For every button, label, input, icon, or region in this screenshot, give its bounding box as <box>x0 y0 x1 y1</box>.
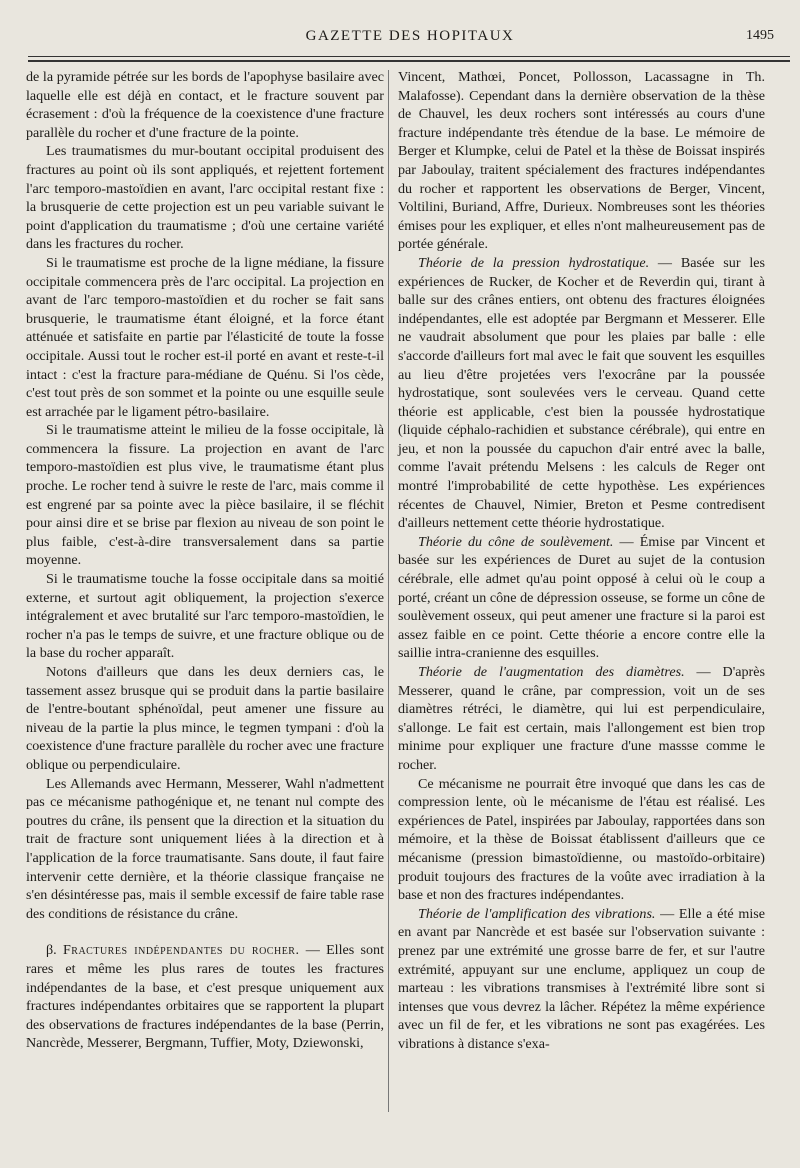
theory-text: — D'après Messerer, quand le crâne, par compression, voit un de ses diamètres rétréci, le diamètre, qui lui est perpendiculaire, s'allonge. Le fait est certain, mais l'allongement est bien trop minime pour expliquer une fracture d'une massse comme le rocher. <box>398 664 765 773</box>
theory-title: Théorie de l'amplification des vibrations. <box>418 905 656 922</box>
paragraph: Les Allemands avec Hermann, Messerer, Wahl n'admettent pas ce mécanisme pathogénique et, ne tenant nul compte des poutres du crâne, ils pensent que la direction et la situation du trait de fracture sont uniquement liées à la direction et à l'application de la force traumatisante. Sans doute, il faut faire intervenir cette dernière, et la théorie classique française ne s'en désintéresse pas, mais il semble excessif de faire table rase des conditions de résistance du crâne. <box>26 775 384 922</box>
section-text: — Elles sont rares et même les plus rares de toutes les fractures indépendantes de la base, et c'est presque uniquement aux fractures indépendantes orbitaires que se rapportent la plupart des observations de fractures indépendantes de la base (Perrin, Nancrède, Messerer, Bergmann, Tuffier, Moty, Dziewonski, <box>26 942 384 1052</box>
left-column <box>26 68 384 1053</box>
paragraph: Si le traumatisme atteint le milieu de la fosse occipitale, là commencera la fissure. La projection en avant de l'arc temporo-mastoïdien est plus vive, le traumatisme étant plus proche. Le rocher tend à suivre le reste de l'arc, mais comme il est engrené par sa pointe avec la pièce basilaire, il se fléchit pour ainsi dire et se brise par flexion au niveau de son point le plus faible, c'est-à-dire transversalement dans sa partie moyenne. <box>26 422 384 569</box>
paragraph: Si le traumatisme touche la fosse occipitale dans sa moitié externe, et surtout agit obliquement, la projection s'exerce intégralement et avec brutalité sur l'arc temporo-mastoïdien, le rocher n'a pas le temps de suivre, et une fracture oblique ou de la base du rocher apparaît. <box>26 571 384 662</box>
paragraph: Si le traumatisme est proche de la ligne médiane, la fissure occipitale commencera près de l'arc occipital. La projection en avant de l'arc temporo-mastoïdien et du rocher se fait sans brusquerie, le traumatisme étant éloigné, et la force étant atténuée et satisfaite en partie par l'élasticité de toute la fosse occipitale. Aussi tout le rocher est-il porté en avant et reste-t-il intact : c'est la fracture para-médiane de Quénu. Si l'os cède, c'est tout près de son sommet et la pointe ou une esquille seule est arrachée par le ligament pétro-basilaire. <box>26 254 384 420</box>
theory-title: Théorie de la pression hydrostatique. <box>418 254 650 271</box>
theory-text: — Basée sur les expériences de Rucker, de Kocher et de Reverdin qui, tirant à balle sur des crânes entiers, ont obtenu des fractures éloignées indépendantes, elle est adoptée par Bergmann et Messerer. Elle ne vaudrait absolument que pour les plaies par balle : elle s'accorde d'ailleurs fort mal avec le fait que souvent les esquilles au lieu d'être projetées vers l'exocrâne par la poussée hydrostatique, sont soulevées vers le cerveau. Quand cette théorie est applicable, c'est bien la poussée hydrostatique (liquide céphalo-rachidien et substance cérébrale), qui entre en jeu, et non la poussée du capuchon d'air entré avec la balle, comme l'avait prétendu Melsens : les calculs de Reger ont montré l'improbabilité de cette hypothèse. Les expériences récentes de Chauvel, Nimier, Breton et Pesme contredisent d'ailleurs nettement cette théorie hydrostatique. <box>398 254 765 532</box>
theory-cone <box>398 533 765 663</box>
theory-hydrostatic <box>398 254 765 533</box>
theory-vibrations <box>398 905 765 1054</box>
header-rule-thin <box>28 56 790 57</box>
theory-text: — Elle a été mise en avant par Nancrède et est basée sur l'observation suivante : prenez par une extrémité une grosse barre de fer, et sur l'autre extrémité, appuyant sur une enclume, appliquez un coup de marteau : les vibrations transmises à l'extrémité libre sont si intenses que vous devrez la lâcher. Répétez la même expérience avec un fil de fer, et les vibrations ne sont pas exagérées. Les vibrations à distance s'exa- <box>398 905 765 1052</box>
section-beta <box>26 941 384 1053</box>
theory-title: Théorie de l'augmentation des diamètres. <box>418 664 685 680</box>
theory-diameters <box>398 663 765 775</box>
paragraph: Notons d'ailleurs que dans les deux derniers cas, le tassement assez brusque qui se produit dans la partie basilaire de l'entre-boutant sphénoïdal, peut amener une fissure au niveau de la partie la plus mince, le tegmen tympani : d'où la coexistence d'une fracture parallèle du rocher avec une fracture oblique ou perpendiculaire. <box>26 664 384 773</box>
journal-title: GAZETTE DES HOPITAUX <box>305 28 515 44</box>
paragraph: de la pyramide pétrée sur les bords de l'apophyse basilaire avec laquelle elle est déjà en contact, et le fracture souvent par écrasement : d'où la fréquence de la coexistence d'une fracture parallèle du rocher et d'une fracture de la pointe. <box>26 69 384 141</box>
right-column <box>398 68 765 1053</box>
page-number: 1495 <box>746 28 774 43</box>
theory-text: — Émise par Vincent et basée sur les expériences de Duret au sujet de la contusion cérébrale, elle admet qu'au point opposé à celui où le coup a porté, créant un cône de dépression osseuse, se forme un cône de soulèvement osseux, qui peut amener une fracture si la paroi est assez faible en ce point. Cette théorie a encore contre elle la saillie intra-cranienne des esquilles. <box>398 533 765 662</box>
paragraph: Vincent, Mathœi, Poncet, Pollosson, Lacassagne in Th. Malafosse). Cependant dans la dernière observation de la thèse de Chauvel, les deux rochers sont intéressés au cours d'une fracture indépendante très étendue de la base. Le mémoire de Berger et Klumpke, celui de Patel et la thèse de Boissat inspirés par Jaboulay, traitent spécialement des fractures indépendantes du rocher et rapportent les observations de Berger, Vincent, Voltilini, Buriand, Affre, Durieux. Nombreuses sont les théories émises pour les expliquer, et elles n'ont malheureusement pas de portée générale. <box>398 69 765 253</box>
paragraph: Les traumatismes du mur-boutant occipital produisent des fractures au point où ils sont appliqués, et rejettent fortement l'arc temporo-mastoïdien en avant, l'arc occipital restant fixe : la brusquerie de cette projection est un peu variable suivant le point d'application du traumatisme ; d'où une certaine variété dans les fractures du rocher. <box>26 143 384 253</box>
theory-title: Théorie du cône de soulèvement. <box>418 533 614 550</box>
column-divider <box>388 70 389 1112</box>
header-rule-thick <box>28 60 790 62</box>
page-header <box>38 28 782 54</box>
section-heading: Fractures indépendantes du rocher. <box>62 942 300 959</box>
paragraph: Ce mécanisme ne pourrait être invoqué que dans les cas de compression lente, où le mécanisme de l'étau est réalisé. Les expériences de Patel, inspirées par Jaboulay, rapportées dans son mémoire, et la thèse de Boissat établissent d'ailleurs que ce mécanisme (pression bimastoïdienne, ou mastoïdo-orbitaire) produit toujours des fractures de la voûte avec irradiation à la base et non des fractures indépendantes. <box>398 775 765 904</box>
section-marker: β. <box>46 942 57 959</box>
